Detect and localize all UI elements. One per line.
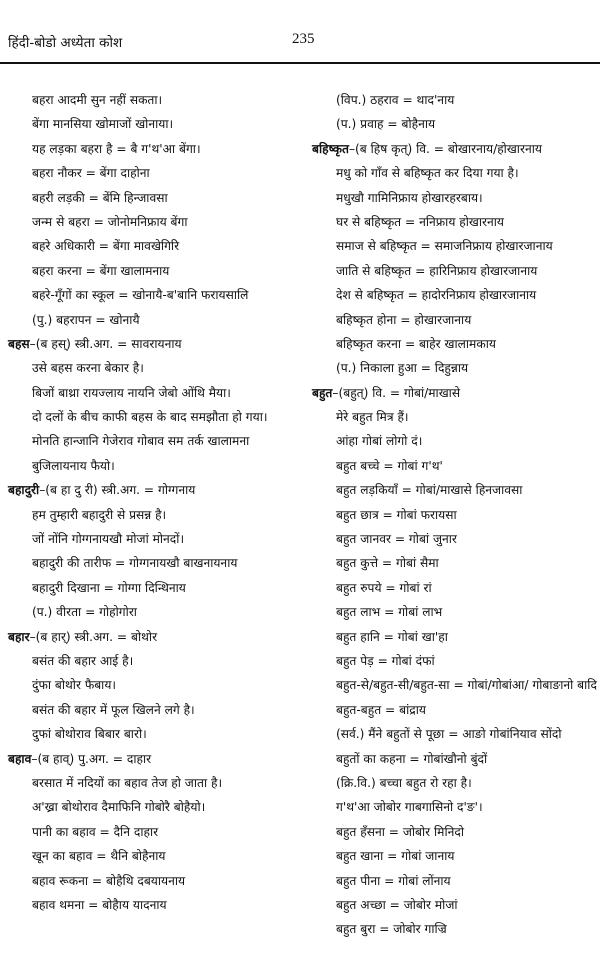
right-column — [312, 88, 598, 942]
example-line: दुफां बोथोराव बिबार बारो। — [32, 727, 147, 742]
headword: बहादुरी — [8, 483, 40, 498]
example-line: घर से बहिष्कृत = ननिफ्राय होखारनाय — [336, 214, 504, 229]
example-line: बरसात में नदियों का बहाव तेज हो जाता है। — [32, 775, 223, 790]
running-title: हिंदी-बोडो अध्येता कोश — [8, 35, 123, 51]
example-line: बहुत कुत्ते = गोबां सैमा — [336, 556, 439, 571]
example-line: बहिष्कृत करना = बाहेर खालामकाय — [336, 336, 496, 351]
example-line: बहुत बच्चे = गोबां ग'थ' — [336, 458, 443, 473]
example-line: बहुत पेड़ = गोबां दंफां — [336, 653, 435, 668]
header-rule — [0, 62, 600, 64]
example-line: बहुतों का कहना = गोबांखौनो बुंदों — [336, 751, 488, 766]
left-column — [8, 88, 298, 917]
dictionary-entry-headline — [8, 478, 298, 502]
example-line: जों नोंनि गोग्गनायखौ मोजां मोनदों। — [32, 532, 185, 547]
example-line: बहुत बुरा = जोबोर गाज्रि — [336, 922, 447, 937]
example-line: बसंत की बहार में फूल खिलने लगे है। — [32, 702, 195, 717]
dictionary-entry-headline — [8, 625, 298, 649]
headword-definition: –(ब हिष कृत्) वि. = बोखारनाय/होखारनाय — [348, 141, 542, 156]
example-line: बहिष्कृत होना = होखारजानाय — [336, 312, 472, 327]
example-line: बहुत लाभ = गोबां लाभ — [336, 605, 443, 620]
example-line: बहाव थमना = बोहैाय यादनाय — [32, 897, 167, 912]
headword-definition: –(ब हा दु री) स्त्री.अग. = गोग्गनाय — [39, 483, 196, 498]
headword: बहस — [8, 336, 30, 351]
example-line: बहरे अधिकारी = बेंगा मावखेगिरि — [32, 239, 180, 254]
example-line: बिजों बाथ्रा रायज्लाय नायनि जेबो ओंथि मैया। — [32, 385, 231, 400]
example-line: बहादुरी दिखाना = गोग्गा दिन्थिनाय — [32, 580, 186, 595]
example-line: बहुत छात्र = गोबां फरायसा — [336, 507, 457, 522]
headword: बहार — [8, 629, 30, 644]
headword: बहाव — [8, 751, 32, 766]
example-line: बहुत पीना = गोबां लोंनाय — [336, 873, 451, 888]
example-line: बसंत की बहार आई है। — [32, 654, 134, 669]
example-line: बहुत रुपये = गोबां रां — [336, 580, 432, 595]
example-line: पानी का बहाव = दैनि दाहार — [32, 824, 159, 839]
headword: बहुत — [312, 385, 333, 400]
example-line: बहुत लड़कियाँ = गोबां/माखासे हिनजावसा — [336, 483, 523, 498]
headword-definition: –(ब हाव्) पु.अग. = दाहार — [31, 751, 152, 766]
example-line: बहुत खाना = गोबां जानाय — [336, 849, 455, 864]
example-line: (प.) प्रवाह = बोहैनाय — [336, 117, 436, 132]
headword-definition: –(बहुत्) वि. = गोबां/माखासे — [332, 385, 461, 400]
headword: बहिष्कृत — [312, 141, 349, 156]
example-line: ग'थ'आ जोबोर गाबगासिनो द'ङ'। — [336, 800, 483, 815]
example-line: (क्रि.वि.) बच्चा बहुत रो रहा है। — [336, 775, 472, 790]
example-line: बहुत हँसना = जोबोर मिनिदो — [336, 824, 465, 839]
example-line: दुंफा बोथोर फैबाय। — [32, 678, 117, 693]
example-line: देश से बहिष्कृत = हादोरनिफ्राय होखारजानाय — [336, 288, 537, 303]
example-line: जाति से बहिष्कृत = हारिनिफ्राय होखारजानाय — [336, 263, 538, 278]
example-line: बहरा आदमी सुन नहीं सकता। — [32, 93, 163, 107]
example-line: मोनति हान्जानि गेजेराव गोबाव सम तर्क खालामना बुजिलायनाय फैयो। — [32, 434, 250, 473]
example-line: बहुत-बहुत = बांद्राय — [336, 702, 426, 717]
example-line: बहरा नौकर = बेंगा दाहोना — [32, 166, 150, 181]
example-line: बहुत हानि = गोबां खा'हा — [336, 629, 448, 644]
dictionary-entry-headline — [8, 747, 298, 771]
example-line: बहरा करना = बेंगा खालामनाय — [32, 263, 170, 278]
example-line: (प.) वीरता = गोहोगोरा — [32, 605, 137, 620]
dictionary-entry-headline — [8, 332, 298, 356]
example-line: यह लड़का बहरा है = बै ग'थ'आ बेंगा। — [32, 141, 201, 156]
example-line: बेंगा मानसिया खोमाजों खोनाया। — [32, 117, 174, 132]
example-line: बहुत-से/बहुत-सी/बहुत-सा = गोबां/गोबांआ/ गोबाङानो बादि — [336, 678, 597, 693]
example-line: (प.) निकाला हुआ = दिहुन्नाय — [336, 361, 469, 376]
page-header — [0, 0, 600, 66]
example-line: उसे बहस करना बेकार है। — [32, 361, 144, 376]
example-line: बहरी लड़की = बेंमि हिन्जावसा — [32, 190, 168, 205]
example-line: (विप.) ठहराव = थाद'नाय — [336, 93, 455, 107]
example-line: खून का बहाव = थैनि बोहैनाय — [32, 849, 166, 864]
example-line: बहाव रूकना = बोहैथि दबयायनाय — [32, 873, 186, 888]
example-line: (सर्व.) मैंने बहुतों से पूछा = आङो गोबांनियाव सोंदो — [336, 727, 562, 742]
example-line: (पु.) बहरापन = खोनायै — [32, 312, 140, 327]
example-line: आंहा गोबां लोगो दं। — [336, 434, 423, 449]
example-line: अ'ख्रा बोथोराव दैमाफिनि गोबोरै बोहैयो। — [32, 800, 206, 815]
page-number: 235 — [292, 31, 315, 47]
example-line: बहरे-गूँगों का स्कूल = खोनायै-ब'बानि फरायसालि — [32, 288, 249, 303]
example-line: मेरे बहुत मित्र हैं। — [336, 410, 409, 425]
example-line: हम तुम्हारी बहादुरी से प्रसन्न है। — [32, 507, 167, 522]
headword-definition: –(ब हस्) स्त्री.अग. = सावरायनाय — [29, 336, 182, 351]
example-line: समाज से बहिष्कृत = समाजनिफ्राय होखारजानाय — [336, 239, 553, 254]
example-line: दो दलों के बीच काफी बहस के बाद समझौता हो गया। — [32, 410, 268, 425]
example-line: जन्म से बहरा = जोनोमनिफ्राय बेंगा — [32, 214, 188, 229]
example-line: बहुत जानवर = गोबां जुनार — [336, 532, 457, 547]
example-line: बहादुरी की तारीफ = गोग्गनायखौ बाखनायनाय — [32, 556, 238, 571]
example-line: मधु को गाँव से बहिष्कृत कर दिया गया है। — [336, 166, 519, 181]
example-line: बहुत अच्छा = जोबोर मोजां — [336, 897, 458, 912]
dictionary-entry-headline — [312, 137, 598, 161]
example-line: मधुखौ गामिनिफ्राय होखारहरबाय। — [336, 190, 483, 205]
headword-definition: –(ब हार्) स्त्री.अग. = बोथोर — [29, 629, 158, 644]
dictionary-entry-headline — [312, 381, 598, 405]
